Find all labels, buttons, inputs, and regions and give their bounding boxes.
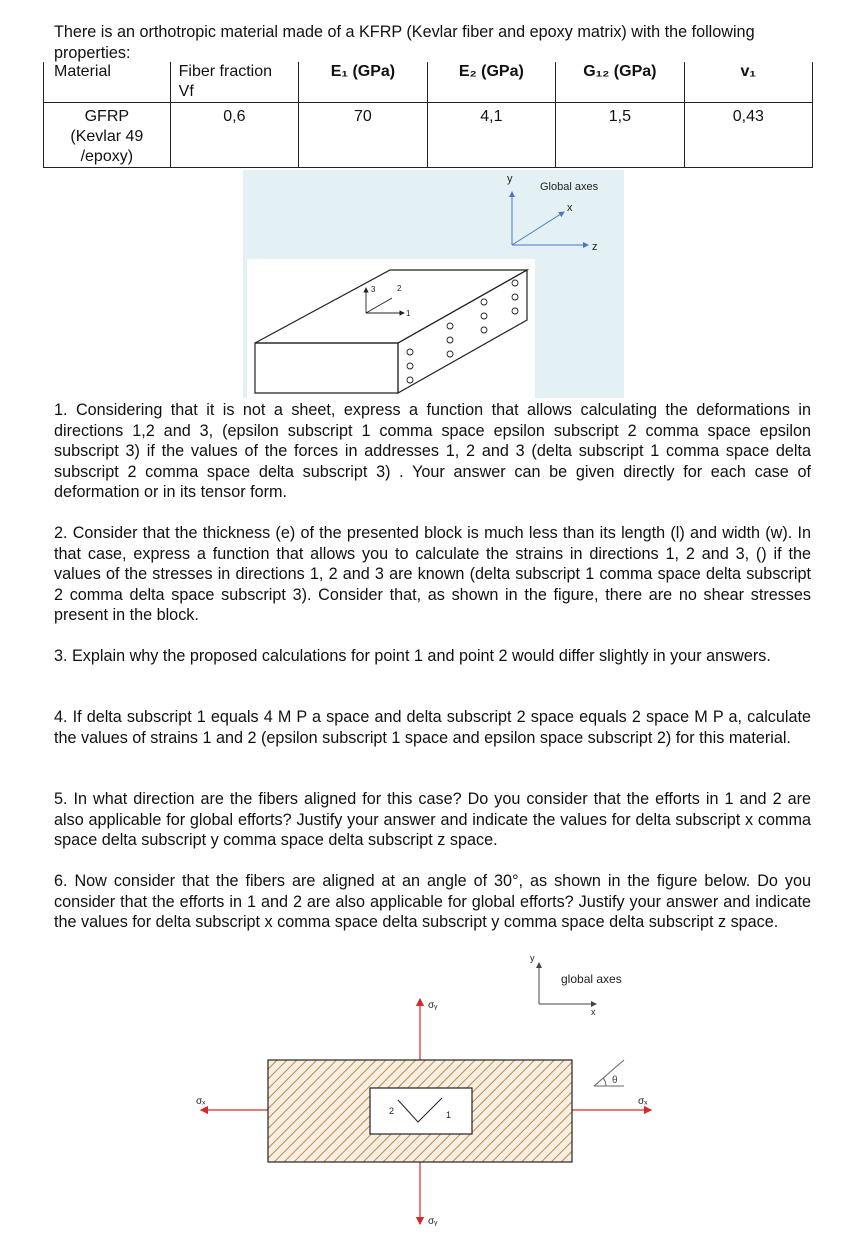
local-axis-1: 1 xyxy=(406,309,411,318)
theta-label: θ xyxy=(612,1075,618,1086)
axis-x-label-2: x xyxy=(591,1007,596,1017)
header-e2: E₂ (GPa) xyxy=(427,62,555,103)
cell-g12: 1,5 xyxy=(556,103,684,168)
question-2: 2. Consider that the thickness (e) of the presented block is much less than its length (l) and width (w). In that case, express a function that allows you to calculate the strains in directions 1, 2 and 3, () if the values of the stresses in directions 1, 2 and 3 are known (delta subscript 1 comma space delta subscript 2 comma delta space subscript 3). Consider that, as shown in the figure, there are no shear stresses present in the block. xyxy=(54,524,811,624)
header-e1: E₁ (GPa) xyxy=(299,62,427,103)
local-axis-2-fig2: 2 xyxy=(389,1106,395,1116)
stress-figure xyxy=(190,950,680,1235)
header-v1: v₁ xyxy=(684,62,812,103)
global-axes-label: Global axes xyxy=(540,181,599,193)
cell-material: GFRP (Kevlar 49 /epoxy) xyxy=(44,103,171,168)
sigma-x-left: σₓ xyxy=(196,1096,206,1107)
axis-z-label: z xyxy=(592,241,598,253)
cell-e1: 70 xyxy=(299,103,427,168)
sigma-y-top: σᵧ xyxy=(428,1000,438,1011)
question-6: 6. Now consider that the fibers are aligned at an angle of 30°, as shown in the figure below. Do you consider that the efforts in 1 and 2 are also applicable for global efforts? Justify your answer and indicate the values for delta subscript x comma space delta subscript y comma space delta subscript z space. xyxy=(54,872,811,931)
question-3: 3. Explain why the proposed calculations for point 1 and point 2 would differ slightly in your answers. xyxy=(54,647,771,665)
sigma-x-right: σₓ xyxy=(638,1096,648,1107)
inset-box xyxy=(370,1088,472,1134)
axis-y-label: y xyxy=(507,173,513,185)
table-header-row xyxy=(44,62,813,103)
header-g12: G₁₂ (GPa) xyxy=(556,62,684,103)
block-image-background xyxy=(247,259,535,398)
block-figure xyxy=(243,170,625,398)
properties-table xyxy=(43,62,813,168)
question-5: 5. In what direction are the fibers aligned for this case? Do you consider that the efforts in 1 and 2 are also applicable for global efforts? Justify your answer and indicate the values for delta subscript x comma space delta subscript y comma space delta subscript z space. xyxy=(54,790,811,849)
global-axes-label-2: global axes xyxy=(561,972,622,986)
cell-fiber-fraction: 0,6 xyxy=(170,103,299,168)
table-row xyxy=(44,103,813,168)
axis-x-label: x xyxy=(567,202,573,214)
axis-y-label-2: y xyxy=(530,953,535,963)
sigma-y-bottom: σᵧ xyxy=(428,1216,438,1227)
cell-e2: 4,1 xyxy=(427,103,555,168)
cell-v1: 0,43 xyxy=(684,103,812,168)
intro-text: There is an orthotropic material made of a KFRP (Kevlar fiber and epoxy matrix) with the following properties: xyxy=(54,23,755,62)
local-axis-3: 3 xyxy=(371,285,376,294)
question-1: 1. Considering that it is not a sheet, express a function that allows calculating the deformations in directions 1,2 and 3, (epsilon subscript 1 comma space epsilon subscript 2 comma space epsilon subscript 3) if the values of the forces in addresses 1, 2 and 3 (delta subscript 1 comma space delta subscript 2 comma space delta subscript 3) . Your answer can be given directly for each case of deformation or in its tensor form. xyxy=(54,401,811,501)
header-fiber-fraction: Fiber fraction Vf xyxy=(170,62,299,103)
local-axis-1-fig2: 1 xyxy=(446,1110,452,1120)
local-axis-2: 2 xyxy=(397,284,402,293)
question-4: 4. If delta subscript 1 equals 4 M P a space and delta subscript 2 space equals 2 space M P a, calculate the values of strains 1 and 2 (epsilon subscript 1 space and epsilon space subscript 2) for this material. xyxy=(54,708,811,747)
header-material: Material xyxy=(44,62,171,103)
